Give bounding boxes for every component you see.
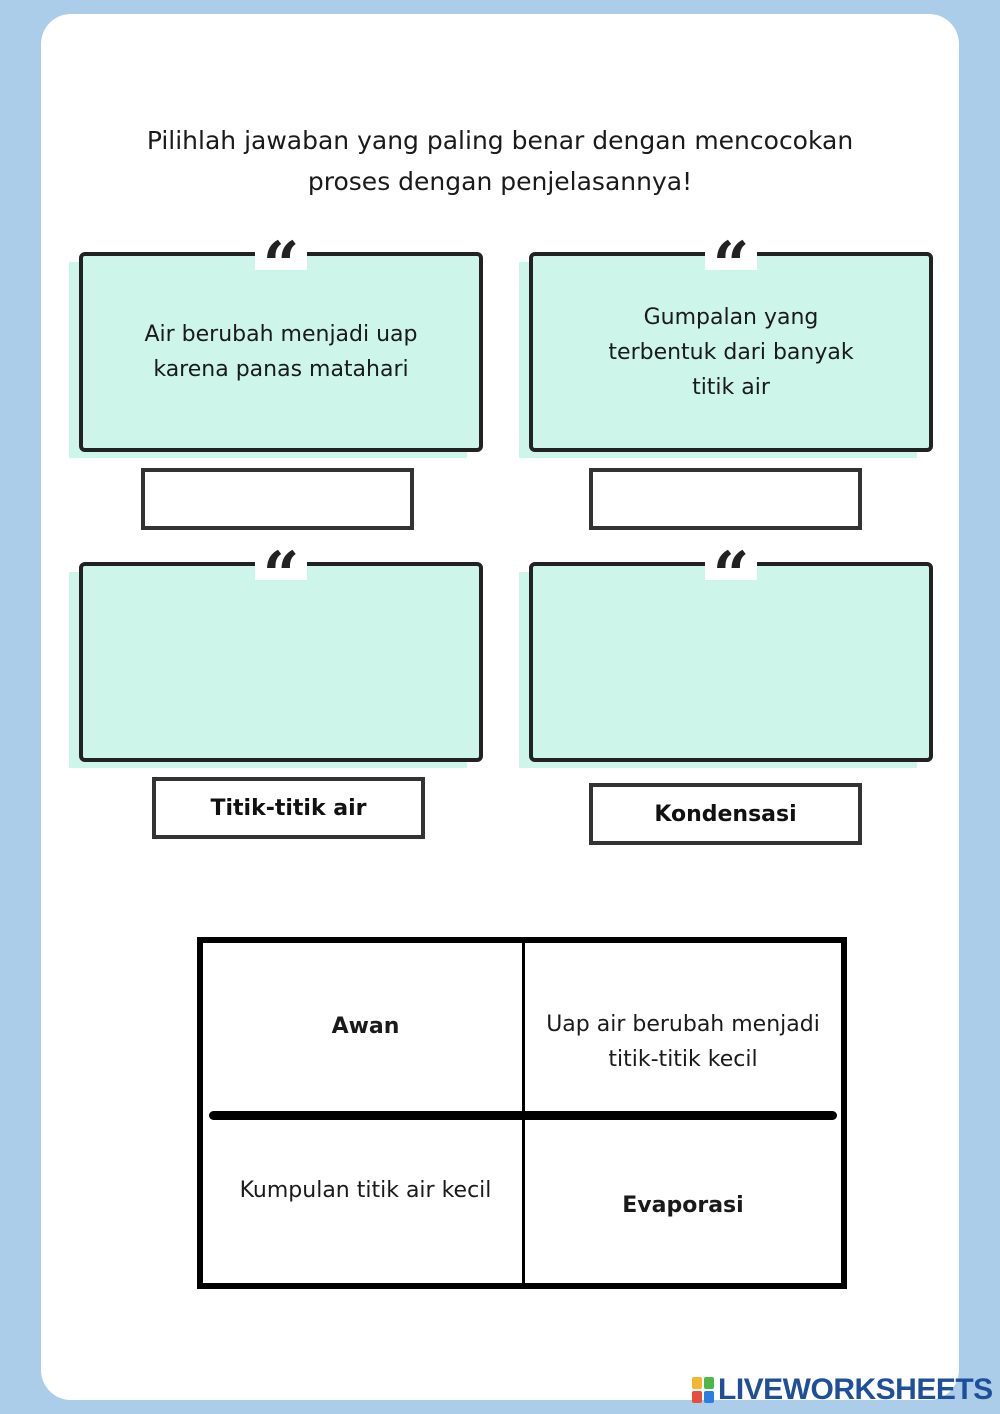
instruction-text	[0, 120, 1000, 202]
card-text: Air berubah menjadi uap karena panas matahari	[144, 322, 418, 382]
quote-card-2	[529, 230, 933, 452]
answer-slot-1[interactable]	[141, 468, 414, 530]
instruction-line-2: proses dengan penjelasannya!	[307, 167, 693, 196]
card-text	[109, 562, 453, 762]
options-table	[197, 937, 847, 1289]
quote-card-3	[79, 540, 483, 762]
quote-card-1	[79, 230, 483, 452]
option-cell-2[interactable]: Uap air berubah menjadi titik-titik kecil	[546, 1012, 820, 1072]
quote-mark-icon: “	[255, 540, 307, 580]
answer-slot-4[interactable]: Kondensasi	[589, 783, 862, 845]
logo-block	[704, 1377, 714, 1389]
quote-card-4	[529, 540, 933, 762]
quote-mark-icon: “	[705, 540, 757, 580]
option-cell-1[interactable]: Awan	[331, 1013, 400, 1039]
card-text: Gumpalan yang terbentuk dari banyak titik air	[608, 304, 854, 400]
logo-blocks-icon	[692, 1377, 714, 1403]
card-text	[559, 562, 903, 762]
logo-block	[692, 1377, 702, 1389]
answer-slot-3[interactable]: Titik-titik air	[152, 777, 425, 839]
quote-mark-icon: “	[705, 230, 757, 270]
logo-text: LIVEWORKSHEETS	[718, 1373, 993, 1406]
instruction-line-1: Pilihlah jawaban yang paling benar dengan mencocokan	[146, 126, 854, 155]
logo-block	[692, 1391, 702, 1403]
option-cell-3[interactable]: Kumpulan titik air kecil	[239, 1177, 492, 1203]
quote-mark-icon: “	[255, 230, 307, 270]
answer-slot-2[interactable]	[589, 468, 862, 530]
option-cell-4[interactable]: Evaporasi	[622, 1192, 744, 1218]
liveworksheets-logo	[692, 1373, 993, 1407]
logo-block	[704, 1391, 714, 1403]
